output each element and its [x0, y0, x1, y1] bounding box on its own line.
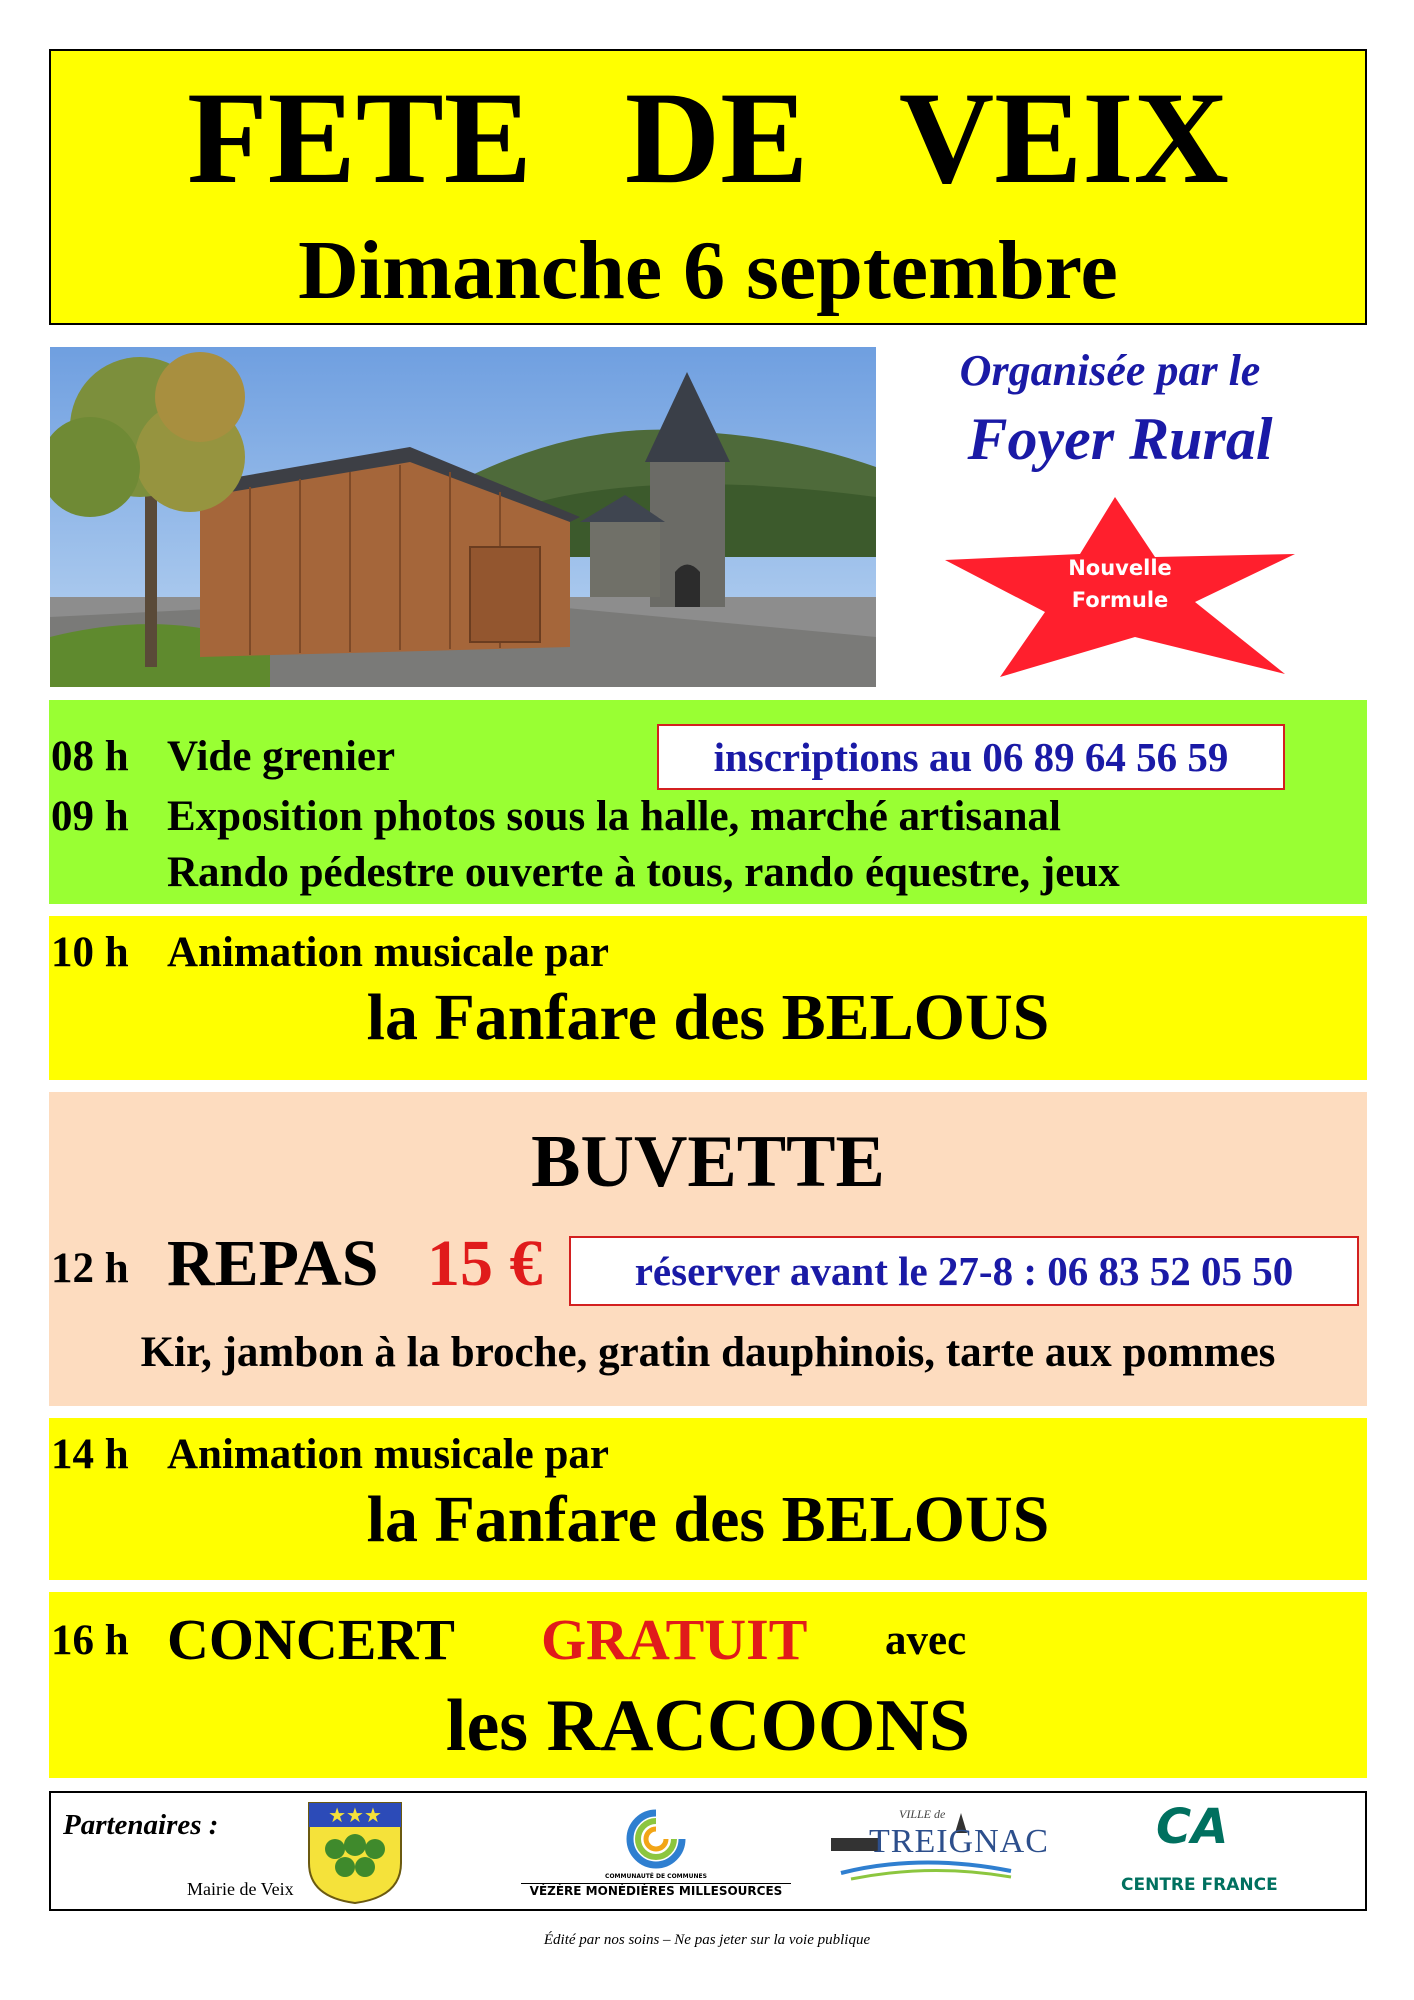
rando-text: Rando pédestre ouverte à tous, rando équestre, jeux [167, 849, 1120, 896]
vide-grenier: Vide grenier [167, 733, 396, 780]
mairie-label: Mairie de Veix [187, 1879, 294, 1899]
time-08h: 08 h [51, 733, 129, 780]
morning-program [49, 700, 1367, 904]
time-16h: 16 h [51, 1617, 129, 1664]
avec-label: avec [885, 1617, 967, 1664]
badge-line-2: Formule [1071, 588, 1169, 612]
village-photo [50, 347, 876, 687]
repas-label: REPAS [167, 1227, 379, 1300]
time-14h: 14 h [51, 1431, 129, 1478]
badge-line-1: Nouvelle [1068, 556, 1172, 580]
event-date: Dimanche 6 septembre [298, 224, 1118, 317]
reservation-phone: réserver avant le 27-8 : 06 83 52 05 50 [569, 1236, 1359, 1306]
concert-block [49, 1592, 1367, 1778]
gratuit-label: GRATUIT [541, 1607, 808, 1672]
band-name: la Fanfare des BELOUS [366, 1483, 1050, 1556]
ca-label: CENTRE FRANCE [1121, 1875, 1278, 1895]
comcom-top-label: COMMUNAUTÉ DE COMMUNES [605, 1873, 707, 1880]
menu-text: Kir, jambon à la broche, gratin dauphinois, tarte aux pommes [140, 1329, 1276, 1376]
inscriptions-phone: inscriptions au 06 89 64 56 59 [657, 724, 1285, 790]
ville-de-label: VILLE de [899, 1807, 946, 1821]
svg-text:★★★: ★★★ [328, 1803, 382, 1827]
concert-label: CONCERT [167, 1607, 455, 1672]
organiser-intro: Organisée par le [959, 346, 1261, 395]
raccoons-band: les RACCOONS [445, 1685, 971, 1767]
animation-text: Animation musicale par [167, 1431, 609, 1478]
footer-note: Édité par nos soins – Ne pas jeter sur la voie publique [543, 1932, 871, 1948]
partners-box [49, 1791, 1367, 1911]
comcom-label: VÉZÈRE MONÉDIÈRES MILLESOURCES [521, 1883, 791, 1898]
event-title: FETE DE VEIX [187, 64, 1229, 211]
animation-text: Animation musicale par [167, 929, 609, 976]
nouvelle-formule-badge [1030, 552, 1210, 616]
buvette-title: BUVETTE [531, 1121, 885, 1203]
time-12h: 12 h [51, 1245, 129, 1292]
treignac-logo-text: TREIGNAC [869, 1823, 1049, 1860]
time-09h: 09 h [51, 793, 129, 840]
exposition-text: Exposition photos sous la halle, marché artisanal [167, 793, 1061, 840]
music-block-14h [49, 1418, 1367, 1580]
communaute-communes-swirl-icon [571, 1805, 741, 1873]
organiser-name: Foyer Rural [967, 406, 1273, 472]
veix-coat-of-arms-icon [307, 1801, 403, 1905]
band-name: la Fanfare des BELOUS [366, 981, 1050, 1054]
title-banner [49, 49, 1367, 325]
time-10h: 10 h [51, 929, 129, 976]
repas-price: 15 € [427, 1227, 543, 1300]
music-block-10h [49, 916, 1367, 1080]
partners-label: Partenaires : [63, 1809, 219, 1841]
buvette-block [49, 1092, 1367, 1406]
ca-logo-icon: CA [1156, 1799, 1229, 1855]
